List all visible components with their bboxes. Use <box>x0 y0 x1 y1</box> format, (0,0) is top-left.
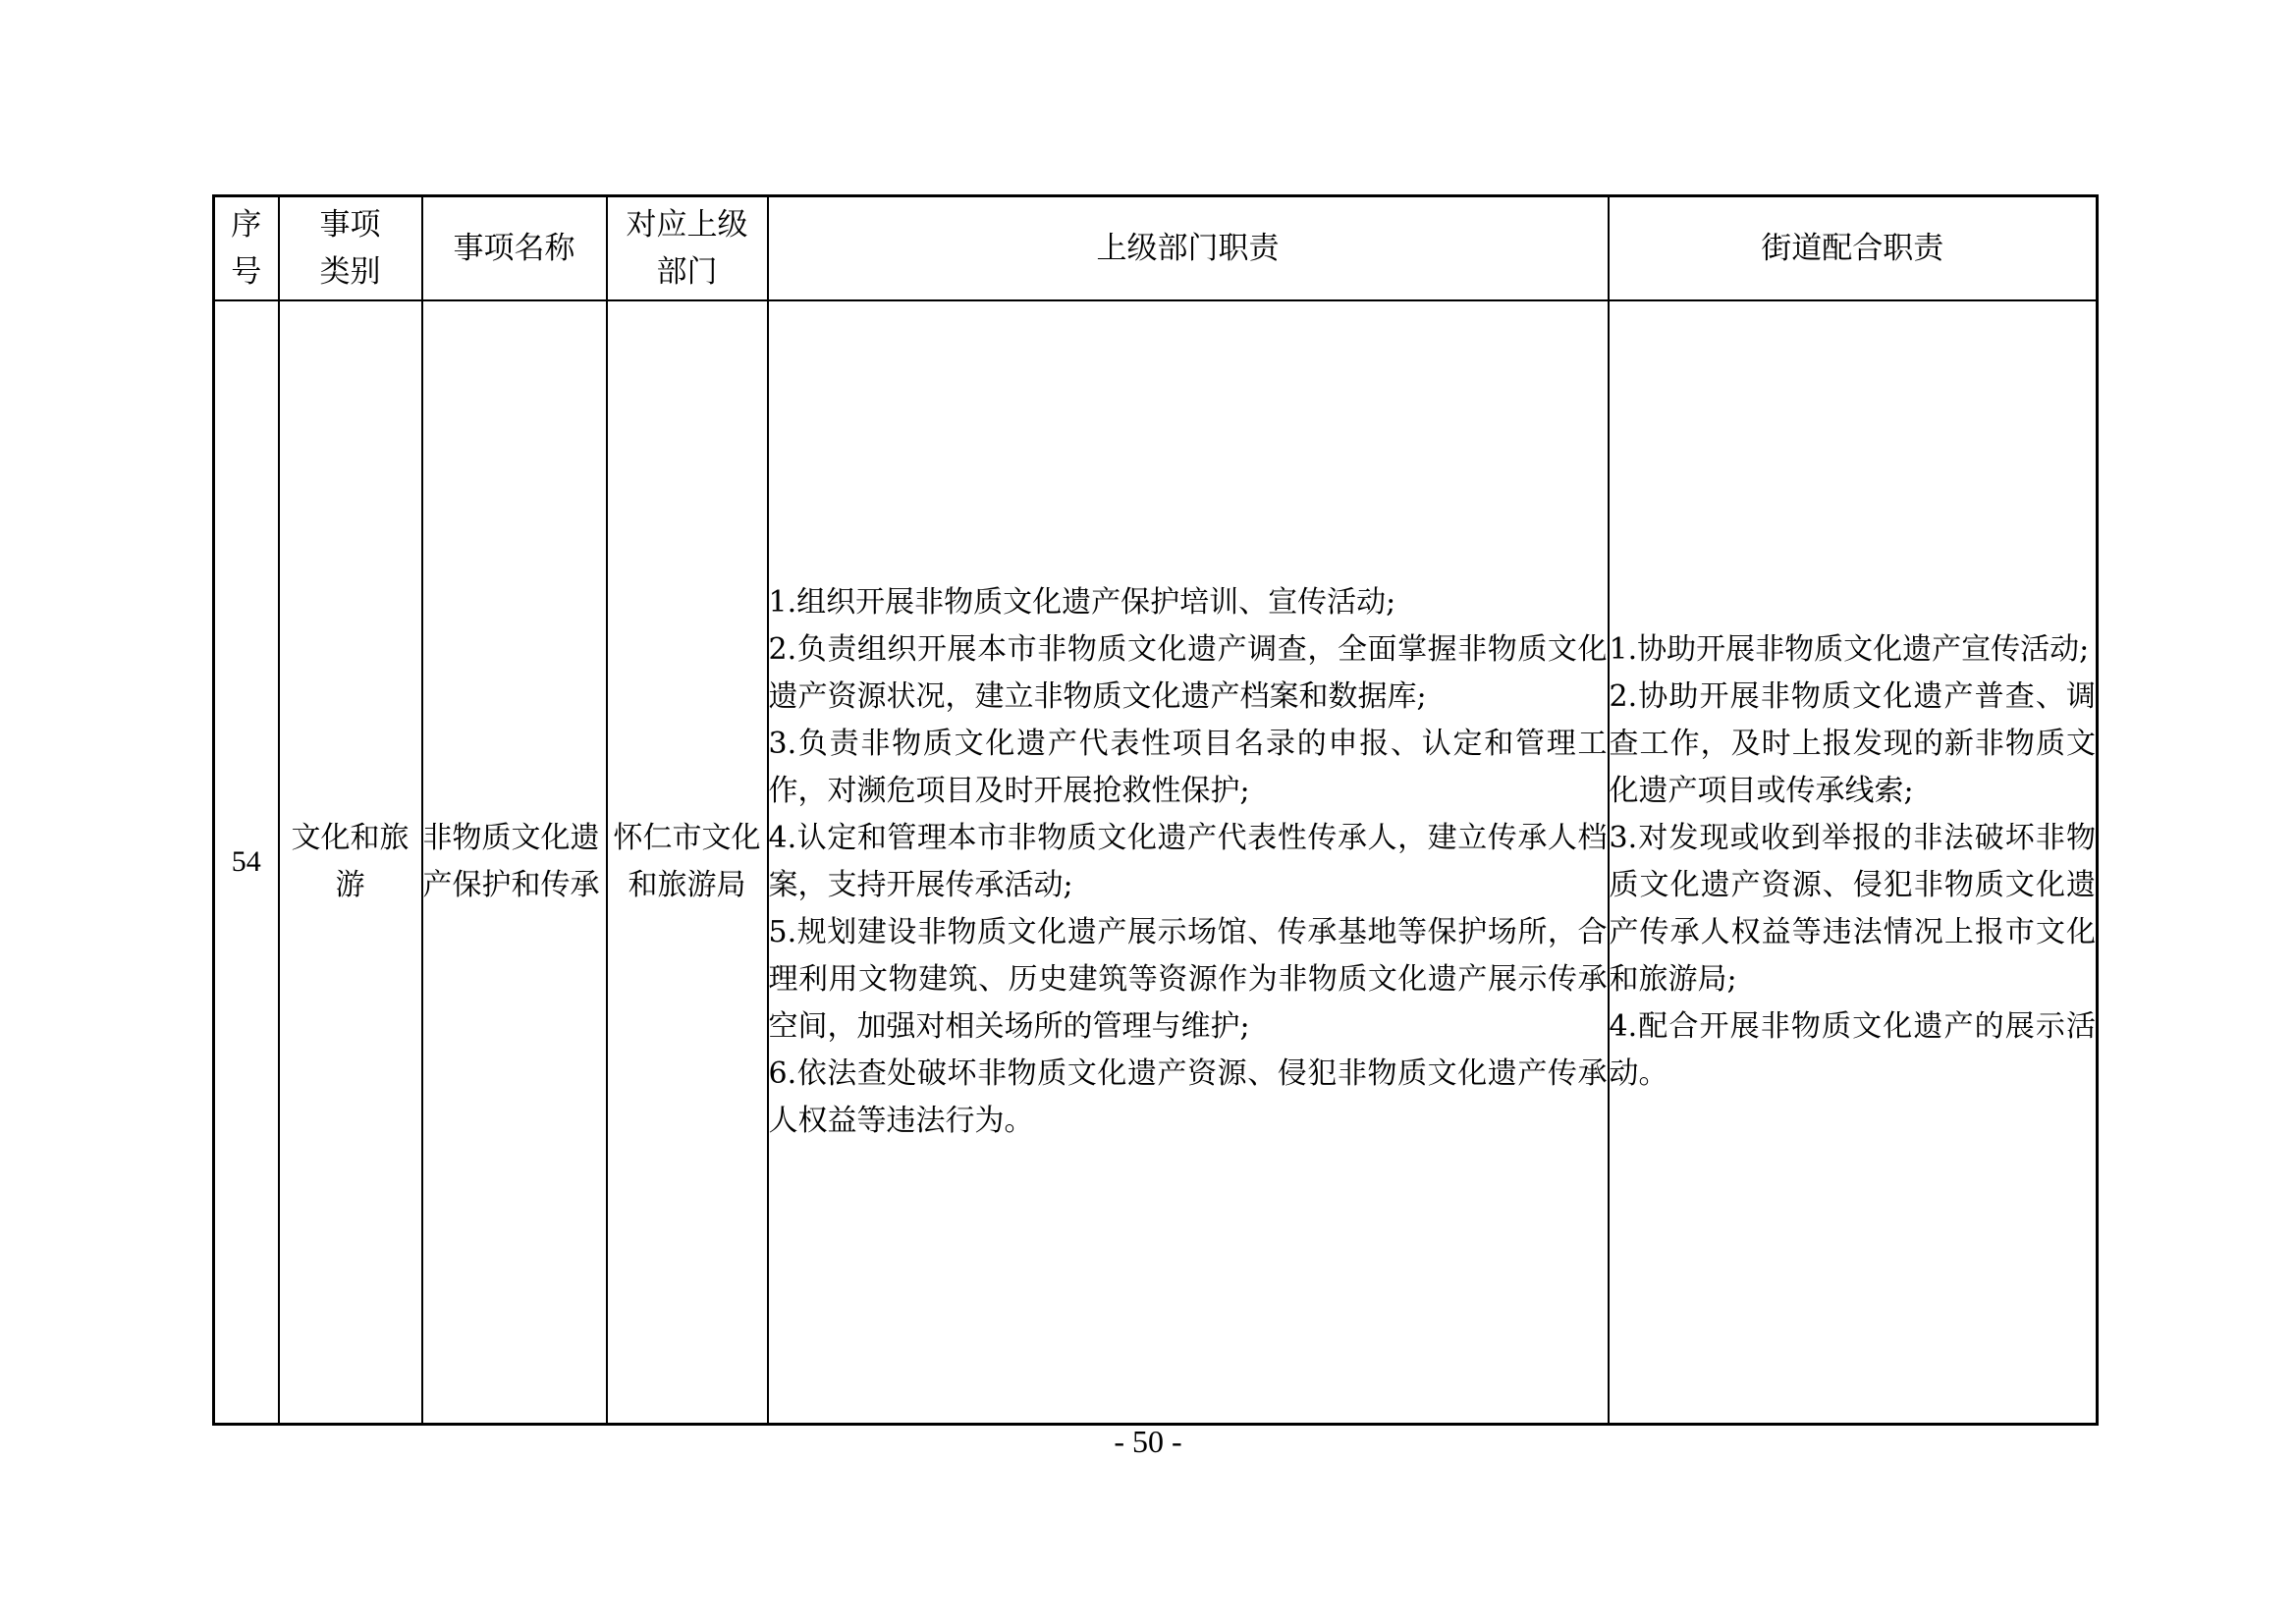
upper-duty-item: 6.依法查处破坏非物质文化遗产资源、侵犯非物质文化遗产传承人权益等违法行为。 <box>768 1055 1608 1138</box>
duty-table <box>212 194 2099 1426</box>
header-upper-duty: 上级部门职责 <box>768 196 1609 300</box>
upper-duty-item: 3.负责非物质文化遗产代表性项目名录的申报、认定和管理工作，对濒危项目及时开展抢救性保护; <box>768 726 1608 808</box>
upper-duty-item: 5.规划建设非物质文化遗产展示场馆、传承基地等保护场所，合理利用文物建筑、历史建筑等资源作为非物质文化遗产展示传承空间，加强对相关场所的管理与维护; <box>768 914 1608 1044</box>
cell-item-name: 非物质文化遗产保护和传承 <box>422 300 607 1425</box>
upper-duty-item: 1.组织开展非物质文化遗产保护培训、宣传活动; <box>768 584 1396 620</box>
header-street-duty: 街道配合职责 <box>1609 196 2098 300</box>
street-duty-item: 3.对发现或收到举报的非法破坏非物质文化遗产资源、侵犯非物质文化遗产传承人权益等违法情况上报市文化和旅游局; <box>1609 820 2096 997</box>
table-header-row <box>214 196 2098 300</box>
cell-seq: 54 <box>214 300 279 1425</box>
street-duty-item: 4.配合开展非物质文化遗产的展示活动。 <box>1609 1008 2096 1091</box>
table-row <box>214 300 2098 1425</box>
header-dept: 对应上级 部门 <box>607 196 768 300</box>
header-category: 事项 类别 <box>279 196 422 300</box>
street-duty-item: 2.协助开展非物质文化遗产普查、调查工作，及时上报发现的新非物质文化遗产项目或传承线索; <box>1609 678 2096 808</box>
header-seq: 序 号 <box>214 196 279 300</box>
cell-street-duties <box>1609 300 2098 1425</box>
upper-duty-item: 2.负责组织开展本市非物质文化遗产调查，全面掌握非物质文化遗产资源状况，建立非物质文化遗产档案和数据库; <box>768 631 1608 714</box>
upper-duty-item: 4.认定和管理本市非物质文化遗产代表性传承人，建立传承人档案，支持开展传承活动; <box>768 820 1608 902</box>
page-number: - 50 - <box>1114 1424 1182 1459</box>
header-item-name: 事项名称 <box>422 196 607 300</box>
cell-upper-duties <box>768 300 1609 1425</box>
cell-dept: 怀仁市文化和旅游局 <box>607 300 768 1425</box>
cell-category: 文化和旅游 <box>279 300 422 1425</box>
street-duty-item: 1.协助开展非物质文化遗产宣传活动; <box>1609 631 2090 667</box>
